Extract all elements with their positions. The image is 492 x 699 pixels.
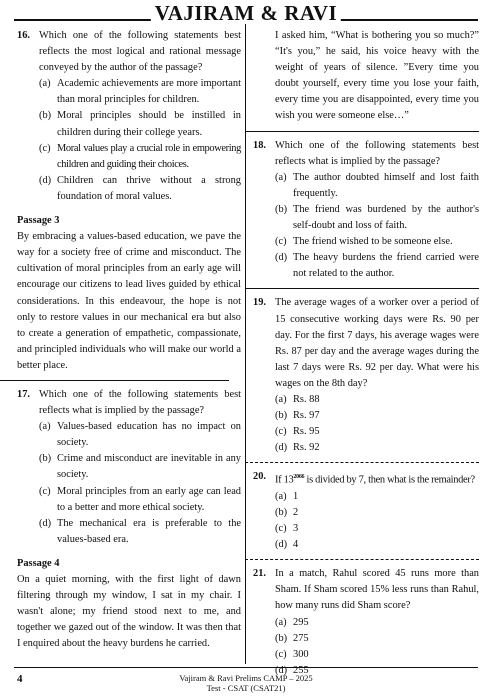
footer-rule <box>14 667 478 668</box>
question-21 <box>253 566 479 679</box>
option-a <box>275 615 479 631</box>
option-label: (d) <box>275 442 288 454</box>
option-text: 3 <box>293 523 299 535</box>
option-label: (b) <box>275 410 288 422</box>
section-separator <box>245 288 479 289</box>
option-c <box>39 484 241 516</box>
option-label: (d) <box>275 539 288 551</box>
option-label: (a) <box>275 171 287 183</box>
option-label: (b) <box>275 203 288 215</box>
question-text <box>275 469 479 489</box>
option-label: (d) <box>275 664 288 676</box>
option-text: The heavy burdens the friend carried were not related to the author. <box>293 252 479 280</box>
option-text: The friend wished to be someone else. <box>293 236 453 248</box>
passage-4-continued: I asked him, “What is bothering you so much?” “It's you,” he said, his voice heavy with the weight of years of silence. ”Every time you doubt yourself, every time you lose your faith, every time you are disappointed, every time you wish you were someone else…” <box>275 30 479 122</box>
option-b <box>275 408 479 424</box>
option-text: 295 <box>293 616 309 628</box>
option-label: (a) <box>275 393 287 405</box>
option-c <box>39 141 241 173</box>
option-text: The mechanical era is preferable to the values-based era. <box>57 517 241 545</box>
section-separator <box>0 380 229 381</box>
option-text: The author doubted himself and lost faith frequently. <box>293 171 479 199</box>
header-title: VAJIRAM & RAVI <box>151 2 341 24</box>
option-label: (c) <box>275 648 287 660</box>
option-text: 275 <box>293 632 309 644</box>
option-label: (d) <box>275 252 288 264</box>
exponent: 2066 <box>293 474 305 481</box>
option-text: 255 <box>293 664 309 676</box>
option-a <box>39 76 241 108</box>
question-18 <box>253 138 479 283</box>
option-text: 300 <box>293 648 309 660</box>
left-column <box>17 28 241 652</box>
question-19 <box>253 295 479 456</box>
option-label: (c) <box>275 236 287 248</box>
question-text: Which one of the following statements best reflects the most logical and rational message conveyed by the author of the passage? <box>39 30 241 74</box>
question-number: 18. <box>253 139 266 151</box>
option-label: (c) <box>275 426 287 438</box>
question-text-before: If 13 <box>275 474 294 486</box>
question-16 <box>17 28 241 205</box>
option-label: (b) <box>275 632 288 644</box>
footer-line-2: Test - CSAT (CSAT21) <box>206 683 286 693</box>
question-text: Which one of the following statements best reflects what is implied by the passage? <box>275 139 479 167</box>
option-label: (a) <box>39 78 51 90</box>
right-column <box>253 28 479 679</box>
option-text: Moral principles from an early age can lead to a better and more ethical society. <box>57 485 241 513</box>
option-text: Rs. 88 <box>293 393 320 405</box>
option-label: (c) <box>39 485 51 497</box>
option-a <box>275 489 479 505</box>
passage-3-title: Passage 3 <box>17 215 60 227</box>
option-a <box>275 170 479 202</box>
option-label: (a) <box>39 421 51 433</box>
option-d <box>275 250 479 282</box>
option-label: (c) <box>275 523 287 535</box>
option-label: (b) <box>39 453 52 465</box>
option-text: 1 <box>293 490 299 502</box>
passage-4-title: Passage 4 <box>17 557 60 569</box>
option-label: (d) <box>39 174 52 186</box>
option-label: (a) <box>275 616 287 628</box>
option-d <box>39 173 241 205</box>
question-number: 21. <box>253 568 266 580</box>
passage-3-text: By embracing a values-based education, we pave the way for a society free of crime and misconduct. The cultivation of moral principles from an early age will encourage our citizens to lead lives guided by ethical considerations. In this endeavour, the hope is not only to restore values in our mechanical era but also to create a generation of empathetic, compassionate, and principled individuals who will make our world a better place. <box>17 231 241 371</box>
option-text: Children can thrive without a strong foundation of moral values. <box>57 174 241 202</box>
footer-line-1: Vajiram & Ravi Prelims CAMP – 2025 <box>179 673 313 683</box>
option-b <box>39 451 241 483</box>
question-number: 20. <box>253 471 266 483</box>
option-text: Rs. 95 <box>293 426 320 438</box>
option-text: Values-based education has no impact on society. <box>57 421 241 449</box>
option-text: The friend was burdened by the author's self-doubt and loss of faith. <box>293 203 479 232</box>
option-text: Rs. 97 <box>293 410 320 422</box>
option-label: (b) <box>275 507 288 518</box>
question-number: 16. <box>17 30 30 41</box>
section-separator <box>245 131 479 132</box>
option-d <box>275 440 479 456</box>
question-number: 19. <box>253 297 266 309</box>
option-text: Rs. 92 <box>293 442 320 454</box>
option-b <box>275 505 479 521</box>
page-header <box>0 0 492 26</box>
question-text: The average wages of a worker over a period of 15 consecutive working days were Rs. 90 per day. For the first 7 days, his average wages were Rs. 87 per day and the average wages during the last 7 days were Rs. 92 per day. What were his wages on the 8th day? <box>275 297 479 389</box>
option-a <box>39 419 241 451</box>
option-b <box>275 202 479 234</box>
option-d <box>39 516 241 548</box>
section-separator <box>245 559 479 560</box>
question-20 <box>253 469 479 553</box>
option-text: Academic achievements are more important than moral principles for children. <box>57 78 241 106</box>
question-17 <box>17 387 241 548</box>
page-number: 4 <box>17 673 23 685</box>
option-label: (a) <box>275 490 287 502</box>
passage-4-text: On a quiet morning, with the first light of dawn filtering through my window, I sat in my chair. I wasn't alone; my friend stood next to me, and together we gazed out of the window. It was then that I enquired about the heavy burdens he carried. <box>17 574 241 650</box>
section-separator <box>245 462 479 463</box>
option-text: 4 <box>293 539 299 551</box>
option-label: (b) <box>39 110 52 122</box>
option-text: Moral principles should be instilled in children during their college years. <box>57 110 241 138</box>
question-text: In a match, Rahul scored 45 runs more than Sham. If Sham scored 15% less runs than Rahul, how many runs did Sham score? <box>275 568 479 612</box>
option-b <box>275 631 479 647</box>
option-label: (d) <box>39 517 52 529</box>
question-text-after: is divided by 7, then what is the remainder? <box>304 474 475 486</box>
column-divider <box>245 24 246 664</box>
question-text: Which one of the following statements best reflects what is implied by the passage? <box>39 388 241 417</box>
option-c <box>275 521 479 537</box>
option-text: Moral values play a crucial role in empowering children and guiding their choices. <box>57 142 241 170</box>
option-text: Crime and misconduct are inevitable in any society. <box>57 453 241 481</box>
option-label: (c) <box>39 142 51 154</box>
option-c <box>275 647 479 663</box>
page-footer <box>0 665 492 699</box>
option-a <box>275 392 479 408</box>
option-d <box>275 537 479 553</box>
option-c <box>275 424 479 440</box>
option-b <box>39 108 241 140</box>
option-c <box>275 234 479 250</box>
option-text: 2 <box>293 507 299 518</box>
question-number: 17. <box>17 388 30 400</box>
